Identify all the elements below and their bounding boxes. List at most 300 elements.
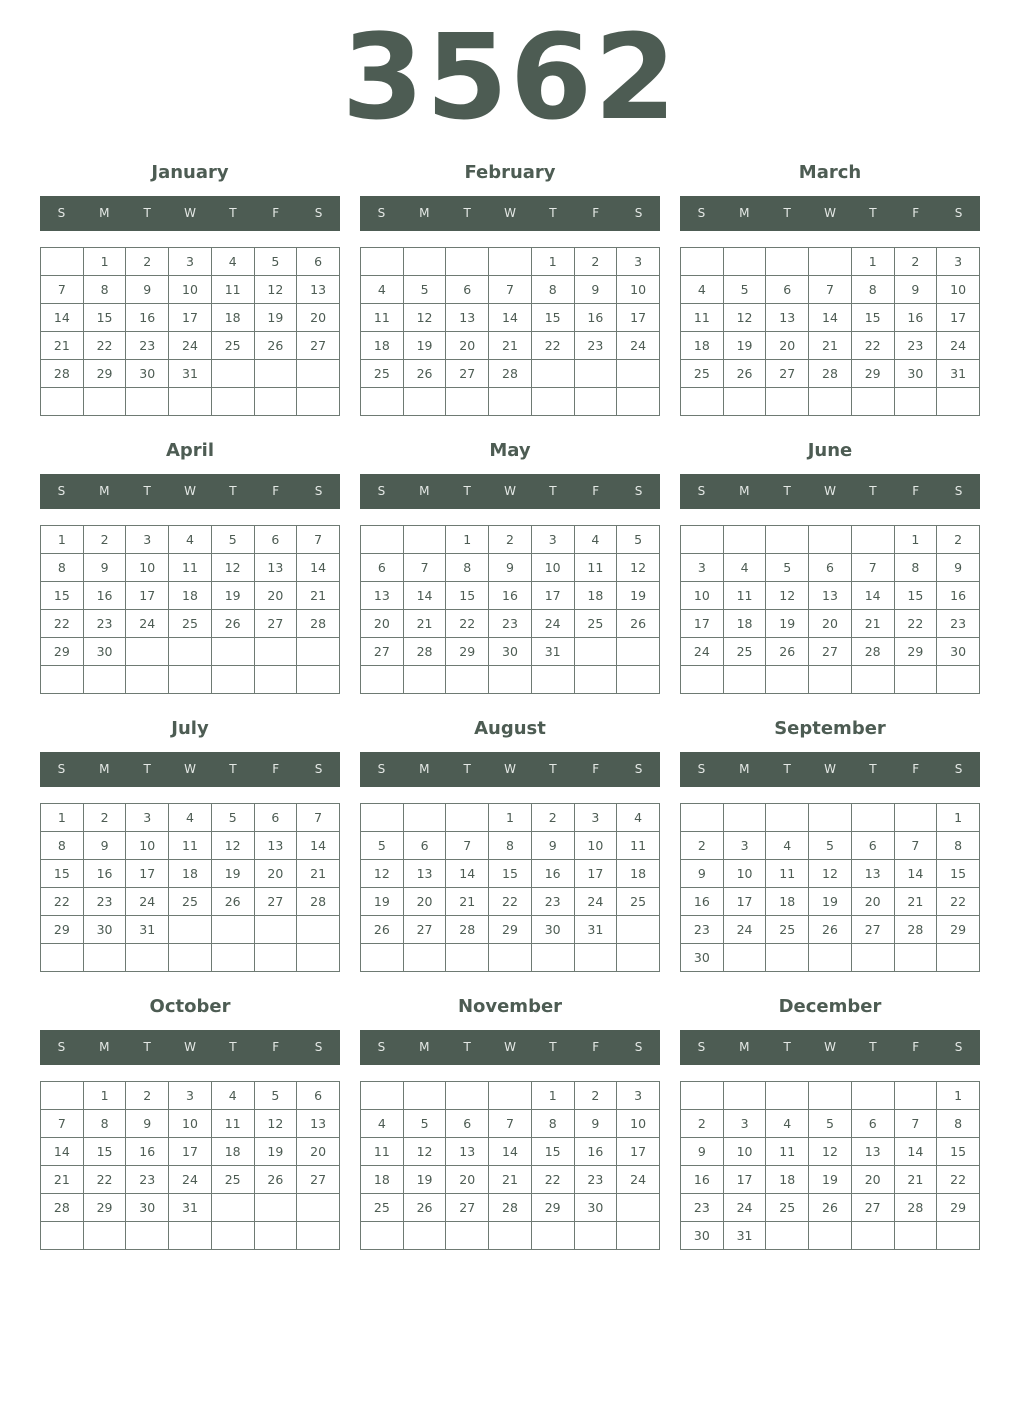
day-cell bbox=[809, 248, 852, 276]
day-cell bbox=[361, 248, 404, 276]
day-cell bbox=[254, 388, 297, 416]
day-cell bbox=[766, 1222, 809, 1250]
day-cell bbox=[723, 804, 766, 832]
day-cell: 3 bbox=[169, 1082, 212, 1110]
week-row bbox=[681, 1166, 980, 1194]
day-cell bbox=[169, 944, 212, 972]
day-cell: 26 bbox=[617, 610, 660, 638]
day-cell: 16 bbox=[574, 304, 617, 332]
day-cell: 22 bbox=[531, 1166, 574, 1194]
day-cell bbox=[766, 526, 809, 554]
day-cell bbox=[894, 804, 937, 832]
day-cell: 8 bbox=[41, 554, 84, 582]
day-cell: 18 bbox=[617, 860, 660, 888]
day-cell: 5 bbox=[809, 1110, 852, 1138]
day-cell: 22 bbox=[894, 610, 937, 638]
day-cell: 5 bbox=[254, 1082, 297, 1110]
day-grid bbox=[40, 247, 340, 416]
day-cell: 6 bbox=[809, 554, 852, 582]
day-cell: 9 bbox=[126, 276, 169, 304]
day-cell: 7 bbox=[894, 1110, 937, 1138]
day-cell: 17 bbox=[937, 304, 980, 332]
day-cell: 18 bbox=[681, 332, 724, 360]
weekday-label: W bbox=[504, 206, 516, 220]
weekday-label: T bbox=[229, 484, 237, 498]
weekday-label: F bbox=[592, 762, 600, 776]
weekday-label: F bbox=[912, 206, 920, 220]
day-cell: 18 bbox=[361, 332, 404, 360]
week-row bbox=[681, 526, 980, 554]
day-cell: 14 bbox=[489, 304, 532, 332]
day-cell: 11 bbox=[681, 304, 724, 332]
day-cell: 24 bbox=[531, 610, 574, 638]
day-cell: 10 bbox=[617, 1110, 660, 1138]
week-row bbox=[361, 248, 660, 276]
day-cell: 10 bbox=[531, 554, 574, 582]
year-title: 3562 bbox=[341, 8, 679, 146]
day-cell: 9 bbox=[489, 554, 532, 582]
day-grid bbox=[40, 525, 340, 694]
day-cell: 19 bbox=[809, 888, 852, 916]
day-cell: 13 bbox=[297, 276, 340, 304]
week-row bbox=[681, 1194, 980, 1222]
day-cell: 14 bbox=[894, 1138, 937, 1166]
day-cell: 24 bbox=[681, 638, 724, 666]
weekday-label: W bbox=[504, 762, 516, 776]
day-cell: 14 bbox=[446, 860, 489, 888]
day-cell: 28 bbox=[297, 610, 340, 638]
day-cell bbox=[403, 666, 446, 694]
day-cell: 8 bbox=[937, 1110, 980, 1138]
day-cell bbox=[211, 944, 254, 972]
day-cell bbox=[809, 526, 852, 554]
day-cell: 6 bbox=[297, 248, 340, 276]
day-cell: 19 bbox=[211, 582, 254, 610]
day-cell: 1 bbox=[41, 804, 84, 832]
day-cell: 16 bbox=[894, 304, 937, 332]
week-row bbox=[41, 804, 340, 832]
day-cell: 25 bbox=[211, 1166, 254, 1194]
weekday-header bbox=[360, 752, 660, 787]
day-cell bbox=[297, 1222, 340, 1250]
day-cell: 6 bbox=[254, 526, 297, 554]
day-cell: 14 bbox=[41, 1138, 84, 1166]
day-cell: 22 bbox=[851, 332, 894, 360]
day-cell: 15 bbox=[894, 582, 937, 610]
day-cell: 11 bbox=[766, 1138, 809, 1166]
weekday-label: F bbox=[272, 484, 280, 498]
day-cell: 3 bbox=[681, 554, 724, 582]
day-cell bbox=[126, 388, 169, 416]
day-cell: 22 bbox=[83, 1166, 126, 1194]
week-row bbox=[361, 1194, 660, 1222]
day-cell: 14 bbox=[851, 582, 894, 610]
day-cell: 12 bbox=[361, 860, 404, 888]
day-cell bbox=[574, 1222, 617, 1250]
day-cell: 15 bbox=[937, 860, 980, 888]
weekday-label: W bbox=[824, 206, 836, 220]
day-cell: 20 bbox=[766, 332, 809, 360]
day-cell: 26 bbox=[403, 1194, 446, 1222]
week-row bbox=[681, 360, 980, 388]
weekday-header bbox=[360, 196, 660, 231]
day-cell: 5 bbox=[211, 526, 254, 554]
weekday-label: M bbox=[739, 1040, 750, 1054]
day-cell: 22 bbox=[41, 610, 84, 638]
day-cell: 25 bbox=[574, 610, 617, 638]
week-row bbox=[681, 554, 980, 582]
day-cell: 9 bbox=[681, 1138, 724, 1166]
week-row bbox=[41, 610, 340, 638]
week-row bbox=[361, 304, 660, 332]
day-cell: 7 bbox=[41, 276, 84, 304]
day-cell: 23 bbox=[83, 888, 126, 916]
day-cell: 8 bbox=[489, 832, 532, 860]
day-cell: 27 bbox=[851, 916, 894, 944]
day-cell: 11 bbox=[361, 1138, 404, 1166]
week-row bbox=[681, 1110, 980, 1138]
weekday-label: S bbox=[57, 762, 66, 776]
day-cell: 4 bbox=[361, 276, 404, 304]
day-cell: 30 bbox=[83, 638, 126, 666]
weekday-label: M bbox=[739, 484, 750, 498]
day-cell: 4 bbox=[211, 1082, 254, 1110]
week-row bbox=[41, 276, 340, 304]
day-cell: 24 bbox=[169, 332, 212, 360]
week-row bbox=[681, 916, 980, 944]
day-cell bbox=[211, 360, 254, 388]
day-cell bbox=[297, 1194, 340, 1222]
day-cell: 2 bbox=[574, 248, 617, 276]
day-cell: 5 bbox=[403, 276, 446, 304]
weekday-label: M bbox=[739, 762, 750, 776]
day-cell: 5 bbox=[211, 804, 254, 832]
day-cell bbox=[617, 944, 660, 972]
day-cell bbox=[211, 388, 254, 416]
day-cell bbox=[41, 248, 84, 276]
day-cell: 5 bbox=[809, 832, 852, 860]
day-cell bbox=[361, 804, 404, 832]
weekday-header bbox=[680, 1030, 980, 1065]
week-row bbox=[41, 916, 340, 944]
day-cell bbox=[617, 360, 660, 388]
day-cell: 15 bbox=[446, 582, 489, 610]
day-cell: 6 bbox=[446, 276, 489, 304]
week-row bbox=[41, 526, 340, 554]
day-cell: 9 bbox=[83, 832, 126, 860]
weekday-label: F bbox=[592, 484, 600, 498]
day-cell: 29 bbox=[937, 916, 980, 944]
week-row bbox=[361, 860, 660, 888]
weekday-label: S bbox=[954, 484, 963, 498]
day-cell: 29 bbox=[41, 916, 84, 944]
day-cell: 13 bbox=[851, 860, 894, 888]
day-cell: 5 bbox=[766, 554, 809, 582]
day-cell bbox=[723, 248, 766, 276]
day-cell: 20 bbox=[297, 1138, 340, 1166]
day-cell: 4 bbox=[766, 832, 809, 860]
day-cell: 30 bbox=[937, 638, 980, 666]
day-cell bbox=[297, 388, 340, 416]
day-cell bbox=[489, 944, 532, 972]
day-cell bbox=[809, 1222, 852, 1250]
day-cell bbox=[531, 666, 574, 694]
day-cell: 3 bbox=[617, 1082, 660, 1110]
day-cell: 3 bbox=[126, 804, 169, 832]
weekday-label: M bbox=[419, 484, 430, 498]
day-cell bbox=[446, 666, 489, 694]
day-cell: 13 bbox=[254, 554, 297, 582]
day-cell: 25 bbox=[361, 360, 404, 388]
day-cell: 17 bbox=[723, 888, 766, 916]
weekday-label: T bbox=[463, 206, 471, 220]
day-cell: 5 bbox=[403, 1110, 446, 1138]
week-row bbox=[361, 554, 660, 582]
week-row bbox=[41, 1194, 340, 1222]
day-cell: 23 bbox=[126, 332, 169, 360]
day-cell: 26 bbox=[254, 332, 297, 360]
weekday-header bbox=[40, 1030, 340, 1065]
week-row bbox=[681, 860, 980, 888]
day-cell: 2 bbox=[937, 526, 980, 554]
day-cell: 25 bbox=[211, 332, 254, 360]
day-cell: 2 bbox=[489, 526, 532, 554]
day-cell: 11 bbox=[211, 1110, 254, 1138]
day-grid bbox=[360, 1081, 660, 1250]
day-cell: 7 bbox=[41, 1110, 84, 1138]
day-cell bbox=[851, 388, 894, 416]
day-cell: 16 bbox=[83, 582, 126, 610]
weekday-header bbox=[680, 196, 980, 231]
day-cell: 11 bbox=[617, 832, 660, 860]
day-cell: 26 bbox=[254, 1166, 297, 1194]
weekday-label: T bbox=[783, 762, 791, 776]
day-cell bbox=[617, 388, 660, 416]
day-cell bbox=[574, 360, 617, 388]
day-cell bbox=[403, 804, 446, 832]
week-row bbox=[41, 304, 340, 332]
day-cell: 3 bbox=[723, 832, 766, 860]
day-cell bbox=[894, 1082, 937, 1110]
day-cell: 9 bbox=[894, 276, 937, 304]
day-cell: 19 bbox=[617, 582, 660, 610]
day-cell: 11 bbox=[361, 304, 404, 332]
day-cell: 19 bbox=[361, 888, 404, 916]
day-cell: 3 bbox=[723, 1110, 766, 1138]
day-cell: 24 bbox=[617, 1166, 660, 1194]
weekday-label: M bbox=[419, 206, 430, 220]
day-grid bbox=[40, 1081, 340, 1250]
day-cell: 13 bbox=[297, 1110, 340, 1138]
day-cell: 12 bbox=[403, 304, 446, 332]
day-cell: 10 bbox=[126, 554, 169, 582]
week-row bbox=[681, 248, 980, 276]
day-cell: 11 bbox=[574, 554, 617, 582]
day-cell: 21 bbox=[489, 1166, 532, 1194]
week-row bbox=[681, 276, 980, 304]
day-cell bbox=[489, 388, 532, 416]
day-cell bbox=[297, 916, 340, 944]
day-cell bbox=[681, 1082, 724, 1110]
day-cell: 2 bbox=[83, 526, 126, 554]
day-cell: 15 bbox=[83, 304, 126, 332]
day-cell bbox=[446, 248, 489, 276]
day-cell: 6 bbox=[361, 554, 404, 582]
day-cell bbox=[126, 944, 169, 972]
day-cell bbox=[41, 1082, 84, 1110]
day-cell: 28 bbox=[894, 1194, 937, 1222]
day-cell: 19 bbox=[403, 332, 446, 360]
week-row bbox=[41, 582, 340, 610]
day-cell: 25 bbox=[766, 1194, 809, 1222]
weekday-label: S bbox=[57, 484, 66, 498]
weekday-header bbox=[40, 196, 340, 231]
weekday-label: S bbox=[954, 762, 963, 776]
week-row bbox=[681, 888, 980, 916]
day-cell: 4 bbox=[169, 526, 212, 554]
day-cell: 29 bbox=[531, 1194, 574, 1222]
day-cell: 28 bbox=[41, 1194, 84, 1222]
day-cell bbox=[169, 388, 212, 416]
day-cell: 4 bbox=[361, 1110, 404, 1138]
day-cell bbox=[937, 666, 980, 694]
weekday-label: T bbox=[783, 206, 791, 220]
day-cell: 19 bbox=[766, 610, 809, 638]
day-cell: 31 bbox=[723, 1222, 766, 1250]
day-cell bbox=[723, 388, 766, 416]
day-cell bbox=[403, 388, 446, 416]
day-cell: 27 bbox=[254, 610, 297, 638]
day-cell: 3 bbox=[126, 526, 169, 554]
day-cell bbox=[809, 804, 852, 832]
day-cell: 23 bbox=[574, 332, 617, 360]
day-cell: 18 bbox=[723, 610, 766, 638]
weekday-label: W bbox=[504, 1040, 516, 1054]
day-grid bbox=[360, 803, 660, 972]
day-cell bbox=[531, 388, 574, 416]
day-cell: 23 bbox=[126, 1166, 169, 1194]
day-cell: 28 bbox=[403, 638, 446, 666]
day-cell bbox=[361, 1082, 404, 1110]
day-cell: 11 bbox=[169, 554, 212, 582]
day-cell: 23 bbox=[681, 916, 724, 944]
month-title: December bbox=[778, 996, 882, 1017]
day-cell: 12 bbox=[403, 1138, 446, 1166]
day-cell: 26 bbox=[403, 360, 446, 388]
week-row bbox=[41, 638, 340, 666]
weekday-label: S bbox=[954, 206, 963, 220]
day-cell: 12 bbox=[211, 832, 254, 860]
day-grid bbox=[360, 247, 660, 416]
day-cell: 13 bbox=[851, 1138, 894, 1166]
day-cell: 25 bbox=[169, 610, 212, 638]
weekday-label: S bbox=[377, 206, 386, 220]
day-cell bbox=[169, 916, 212, 944]
day-cell: 29 bbox=[83, 1194, 126, 1222]
day-cell bbox=[574, 944, 617, 972]
week-row bbox=[681, 610, 980, 638]
day-cell: 1 bbox=[83, 248, 126, 276]
week-row bbox=[681, 304, 980, 332]
day-cell bbox=[809, 944, 852, 972]
day-cell bbox=[723, 666, 766, 694]
day-cell: 25 bbox=[617, 888, 660, 916]
day-cell bbox=[681, 388, 724, 416]
week-row bbox=[681, 944, 980, 972]
day-cell bbox=[211, 666, 254, 694]
week-row bbox=[681, 638, 980, 666]
weekday-label: W bbox=[824, 1040, 836, 1054]
day-cell: 12 bbox=[766, 582, 809, 610]
day-cell: 7 bbox=[489, 1110, 532, 1138]
week-row bbox=[361, 610, 660, 638]
week-row bbox=[41, 1138, 340, 1166]
day-cell bbox=[41, 1222, 84, 1250]
day-cell: 19 bbox=[403, 1166, 446, 1194]
day-cell: 21 bbox=[41, 1166, 84, 1194]
month-title: August bbox=[474, 718, 546, 739]
day-cell: 22 bbox=[41, 888, 84, 916]
week-row bbox=[681, 582, 980, 610]
day-cell: 30 bbox=[83, 916, 126, 944]
day-cell: 13 bbox=[361, 582, 404, 610]
day-cell: 9 bbox=[937, 554, 980, 582]
day-cell: 25 bbox=[169, 888, 212, 916]
weekday-label: T bbox=[783, 484, 791, 498]
week-row bbox=[361, 526, 660, 554]
day-cell: 24 bbox=[169, 1166, 212, 1194]
day-cell: 27 bbox=[809, 638, 852, 666]
day-cell: 1 bbox=[41, 526, 84, 554]
day-cell: 1 bbox=[937, 804, 980, 832]
day-cell: 12 bbox=[254, 1110, 297, 1138]
day-cell bbox=[681, 526, 724, 554]
weekday-label: T bbox=[463, 484, 471, 498]
weekday-label: T bbox=[463, 1040, 471, 1054]
day-cell: 20 bbox=[403, 888, 446, 916]
day-cell bbox=[41, 944, 84, 972]
weekday-label: F bbox=[912, 1040, 920, 1054]
weekday-label: F bbox=[592, 206, 600, 220]
weekday-label: W bbox=[824, 484, 836, 498]
weekday-label: W bbox=[184, 762, 196, 776]
weekday-label: M bbox=[739, 206, 750, 220]
day-cell: 8 bbox=[531, 1110, 574, 1138]
day-cell: 8 bbox=[41, 832, 84, 860]
day-cell: 20 bbox=[809, 610, 852, 638]
day-cell: 3 bbox=[531, 526, 574, 554]
day-cell: 2 bbox=[574, 1082, 617, 1110]
day-cell: 31 bbox=[937, 360, 980, 388]
weekday-header bbox=[360, 1030, 660, 1065]
day-cell: 27 bbox=[403, 916, 446, 944]
day-cell: 4 bbox=[681, 276, 724, 304]
day-cell: 20 bbox=[851, 1166, 894, 1194]
weekday-label: T bbox=[549, 206, 557, 220]
day-cell: 9 bbox=[531, 832, 574, 860]
day-cell: 7 bbox=[297, 804, 340, 832]
week-row bbox=[41, 860, 340, 888]
day-cell: 13 bbox=[446, 1138, 489, 1166]
day-cell bbox=[403, 1082, 446, 1110]
day-cell: 23 bbox=[531, 888, 574, 916]
weekday-label: S bbox=[377, 484, 386, 498]
day-cell bbox=[681, 804, 724, 832]
day-grid bbox=[680, 1081, 980, 1250]
day-cell: 17 bbox=[169, 1138, 212, 1166]
day-cell: 1 bbox=[937, 1082, 980, 1110]
day-cell: 2 bbox=[681, 832, 724, 860]
